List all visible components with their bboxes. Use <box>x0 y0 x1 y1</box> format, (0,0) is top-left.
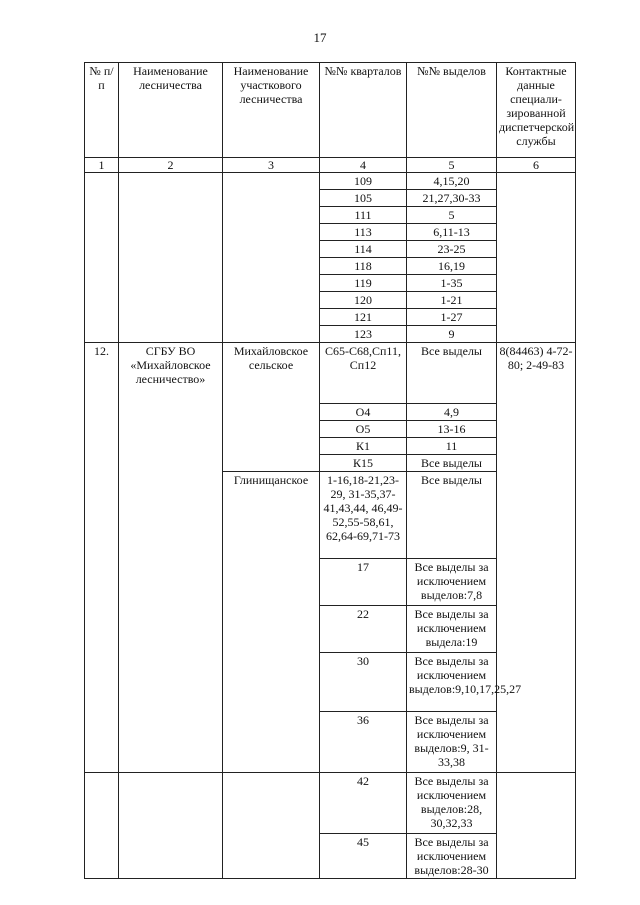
column-index: 2 <box>119 158 223 173</box>
num-cell <box>85 173 119 343</box>
quarter-cell: 113 <box>320 224 407 241</box>
plots-cell: 21,27,30-33 <box>407 190 497 207</box>
quarter-cell: 118 <box>320 258 407 275</box>
quarter-cell: 105 <box>320 190 407 207</box>
plots-cell: Все выделы <box>407 472 497 559</box>
header-quarters: №№ кварталов <box>320 63 407 158</box>
district-cell <box>223 773 320 879</box>
plots-cell: 1-35 <box>407 275 497 292</box>
forestry-cell <box>119 173 223 343</box>
plots-cell: 4,9 <box>407 404 497 421</box>
plots-cell: 16,19 <box>407 258 497 275</box>
quarter-cell: 123 <box>320 326 407 343</box>
column-index: 5 <box>407 158 497 173</box>
quarter-cell: 45 <box>320 834 407 879</box>
forestry-table <box>84 62 576 879</box>
plots-cell: 1-27 <box>407 309 497 326</box>
table-row <box>85 173 576 190</box>
plots-cell: 13-16 <box>407 421 497 438</box>
plots-cell: Все выделы за исключением выделов:7,8 <box>407 559 497 606</box>
quarter-cell: 36 <box>320 712 407 773</box>
contact-cell: 8(84463) 4-72-80; 2-49-83 <box>497 343 576 773</box>
plots-cell: Все выделы за исключением выдела:19 <box>407 606 497 653</box>
quarter-cell: К15 <box>320 455 407 472</box>
column-index: 3 <box>223 158 320 173</box>
column-index-row <box>85 158 576 173</box>
header-contact: Контактные данные специали-зированной диспетчерской службы <box>497 63 576 158</box>
quarter-cell: 119 <box>320 275 407 292</box>
column-index: 1 <box>85 158 119 173</box>
header-num: № п/п <box>85 63 119 158</box>
quarter-cell: 114 <box>320 241 407 258</box>
contact-cell <box>497 173 576 343</box>
quarter-cell: 22 <box>320 606 407 653</box>
quarter-cell: 111 <box>320 207 407 224</box>
quarter-cell: О5 <box>320 421 407 438</box>
plots-cell: Все выделы за исключением выделов:28-30 <box>407 834 497 879</box>
plots-cell: 4,15,20 <box>407 173 497 190</box>
plots-cell: Все выделы за исключением выделов:9,10,17,25,27 <box>407 653 497 712</box>
quarter-cell: 1-16,18-21,23-29, 31-35,37-41,43,44, 46,49-52,55-58,61, 62,64-69,71-73 <box>320 472 407 559</box>
forestry-cell <box>119 773 223 879</box>
header-forestry: Наименование лесничества <box>119 63 223 158</box>
quarter-cell: 30 <box>320 653 407 712</box>
header-row <box>85 63 576 158</box>
quarter-cell: 120 <box>320 292 407 309</box>
plots-cell: 1-21 <box>407 292 497 309</box>
forestry-cell: СГБУ ВО «Михайловское лесничество» <box>119 343 223 773</box>
plots-cell: 23-25 <box>407 241 497 258</box>
num-cell: 12. <box>85 343 119 773</box>
table-row <box>85 343 576 404</box>
plots-cell: Все выделы <box>407 343 497 404</box>
plots-cell: 5 <box>407 207 497 224</box>
district-cell: Глинищанское <box>223 472 320 773</box>
column-index: 6 <box>497 158 576 173</box>
quarter-cell: С65-С68,Сп11, Сп12 <box>320 343 407 404</box>
quarter-cell: 42 <box>320 773 407 834</box>
plots-cell: Все выделы за исключением выделов:28, 30,32,33 <box>407 773 497 834</box>
num-cell <box>85 773 119 879</box>
quarter-cell: 17 <box>320 559 407 606</box>
column-index: 4 <box>320 158 407 173</box>
contact-cell <box>497 773 576 879</box>
plots-cell: 11 <box>407 438 497 455</box>
district-cell <box>223 173 320 343</box>
page-number: 17 <box>313 30 327 45</box>
header-district: Наименование участкового лесничества <box>223 63 320 158</box>
plots-cell: Все выделы <box>407 455 497 472</box>
table-row <box>85 773 576 834</box>
header-plots: №№ выделов <box>407 63 497 158</box>
plots-cell: Все выделы за исключением выделов:9, 31-33,38 <box>407 712 497 773</box>
plots-cell: 9 <box>407 326 497 343</box>
quarter-cell: 109 <box>320 173 407 190</box>
district-cell: Михайловское сельское <box>223 343 320 472</box>
quarter-cell: К1 <box>320 438 407 455</box>
quarter-cell: О4 <box>320 404 407 421</box>
plots-cell: 6,11-13 <box>407 224 497 241</box>
quarter-cell: 121 <box>320 309 407 326</box>
